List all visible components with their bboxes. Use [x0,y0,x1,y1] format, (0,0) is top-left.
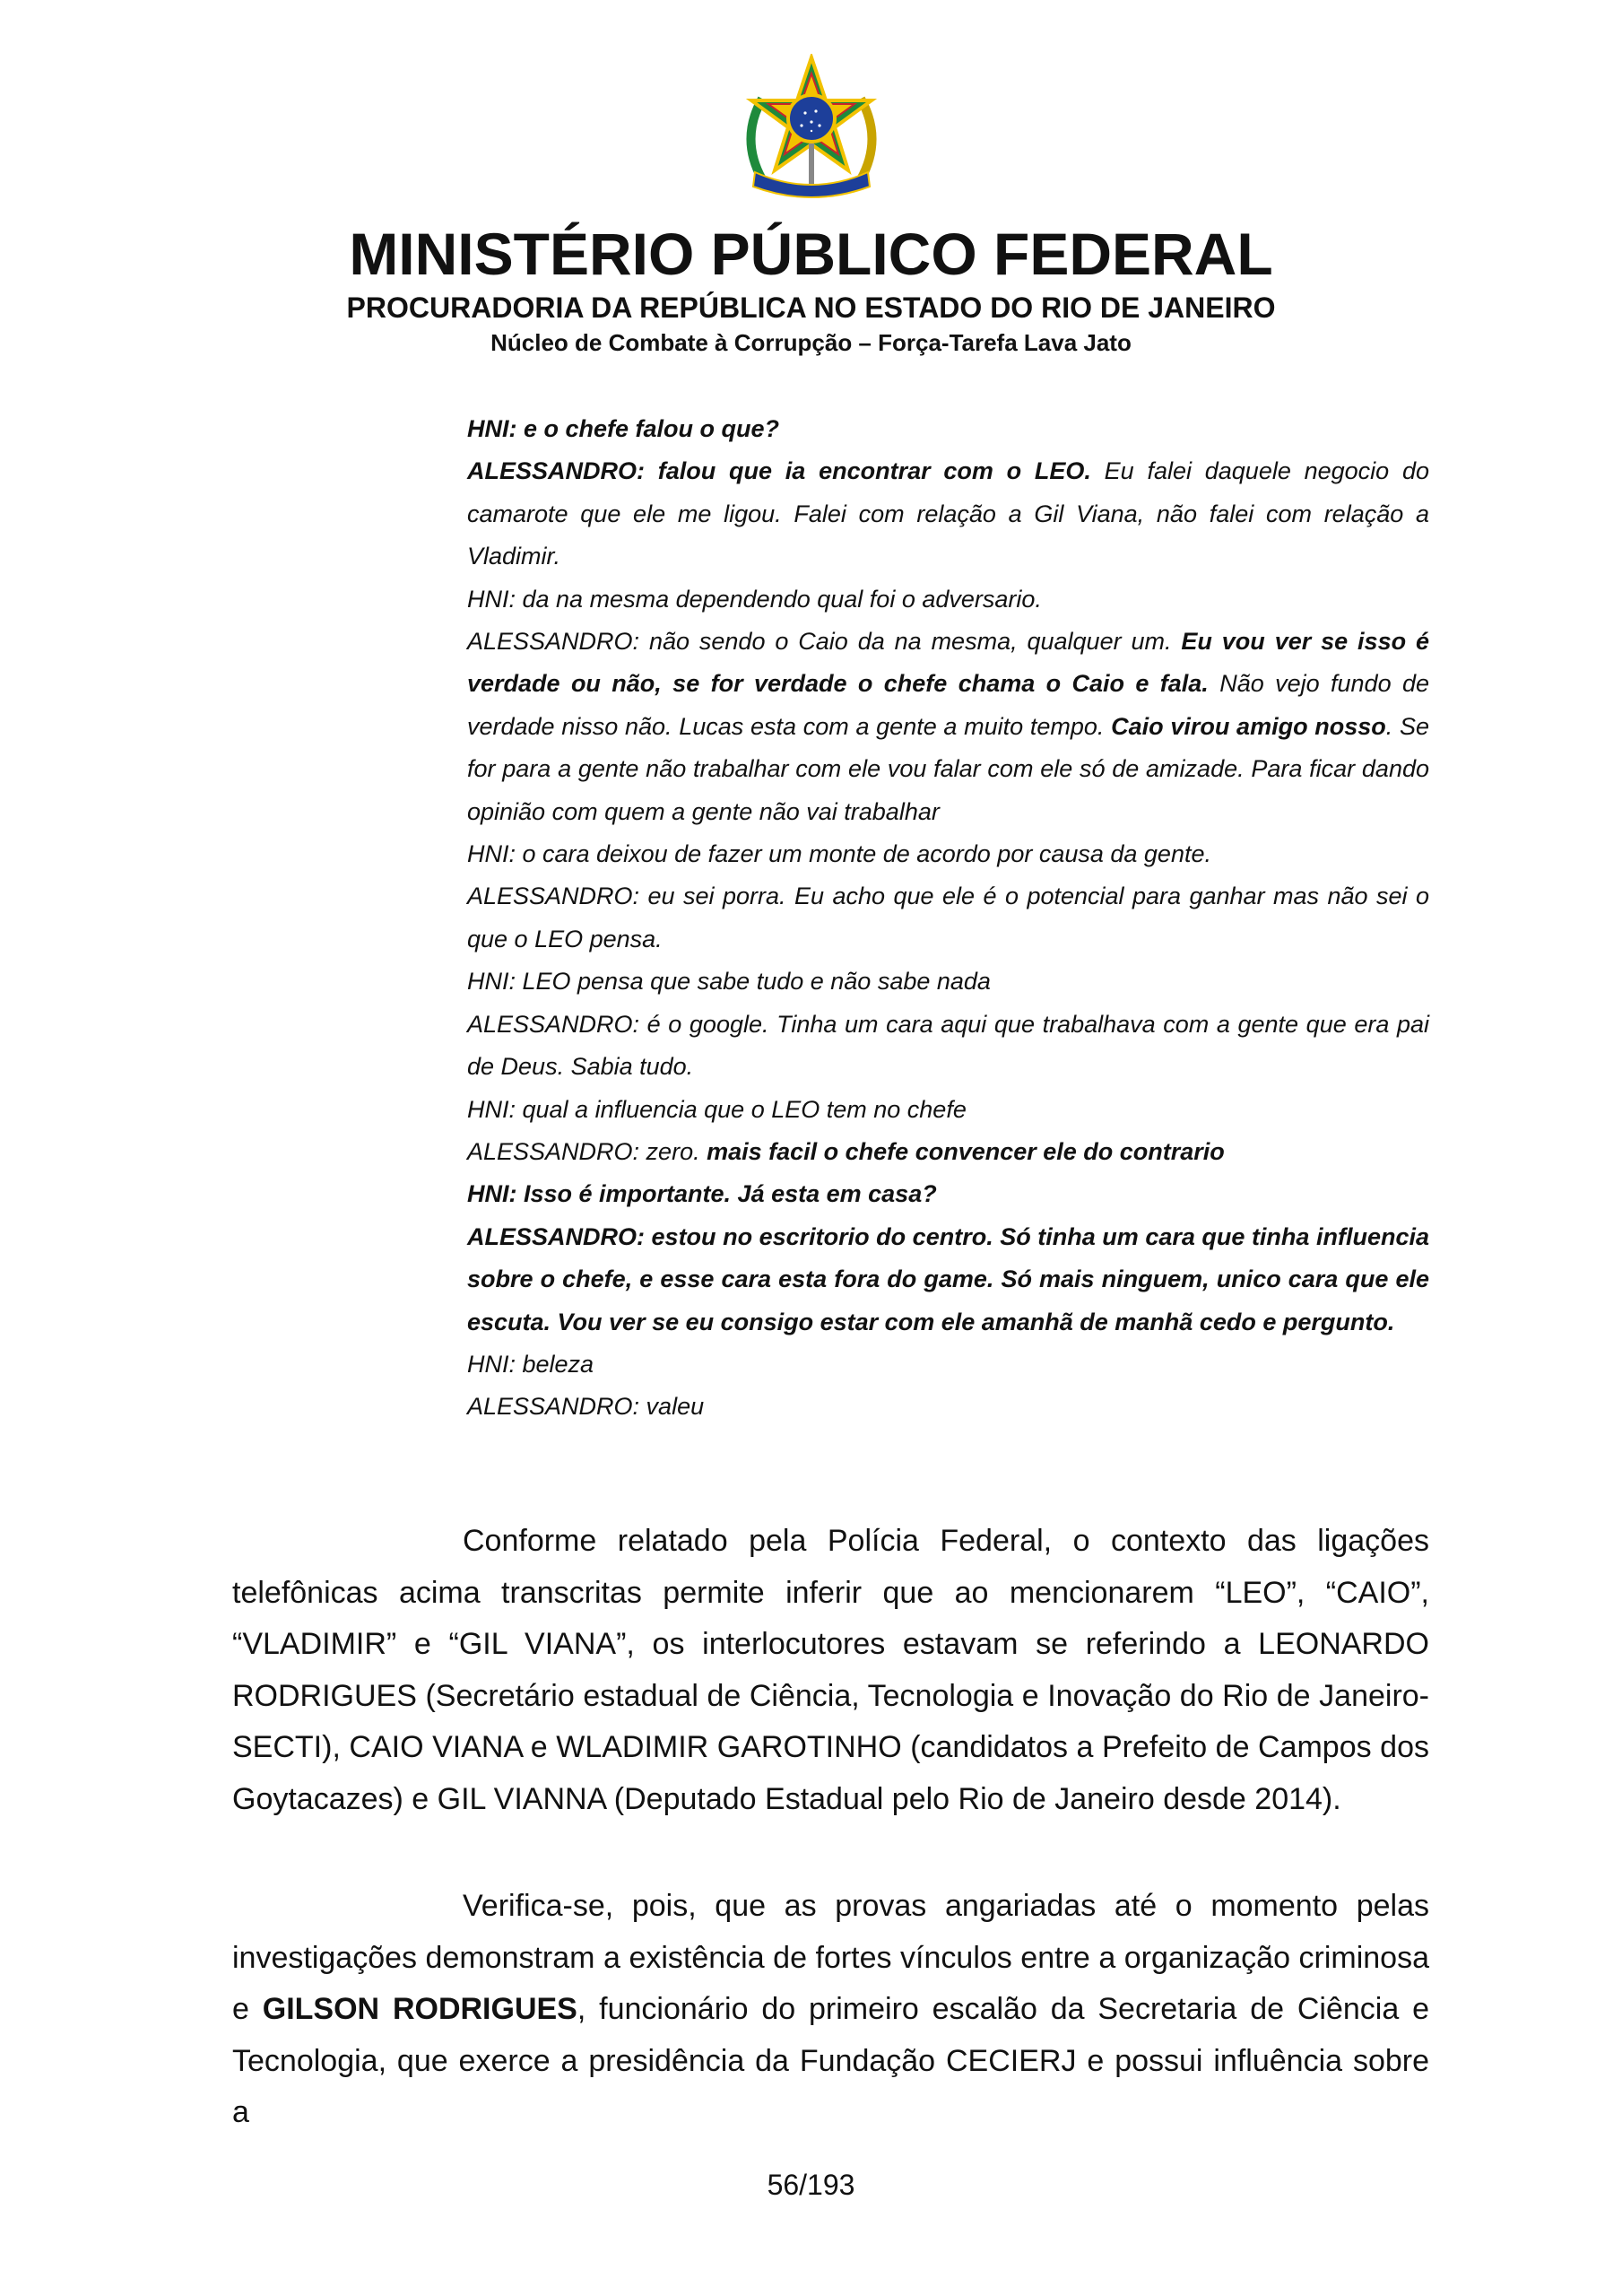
transcript-line: HNI: e o chefe falou o que? [467,415,780,442]
header-unit: Núcleo de Combate à Corrupção – Força-Tarefa Lava Jato [490,329,1132,356]
transcript-line: ALESSANDRO: valeu [467,1393,705,1421]
header-title: MINISTÉRIO PÚBLICO FEDERAL [349,221,1273,287]
wiretap-transcript [467,408,1429,1429]
page-number: 56/193 [767,2169,855,2201]
transcript-line: ALESSANDRO: falou que ia encontrar com o LEO. Eu falei daquele negocio do camarote que ele me ligou. Falei com relação a Gil Viana, não falei com relação a Vladimir. [467,457,1429,570]
transcript-line: HNI: qual a influencia que o LEO tem no chefe [467,1095,967,1123]
transcript-line: ALESSANDRO: zero. mais facil o chefe convencer ele do contrario [467,1137,1225,1165]
paragraph-text: Verifica-se, pois, que as provas angariadas até o momento pelas investigações demonstram a existência de fortes vínculos entre a organização criminosa e GILSON RODRIGUES, funcionário do primeiro escalão da Secretaria de Ciência e Tecnologia, que exerce a presidência da Fundação CECIERJ e possui influência sobre a [232,1889,1430,2129]
transcript-line: HNI: beleza [467,1350,594,1378]
body-paragraph-1 [232,1516,1429,1825]
header-subtitle: PROCURADORIA DA REPÚBLICA NO ESTADO DO RIO DE JANEIRO [346,291,1276,324]
transcript-line: ALESSANDRO: estou no escritorio do centro. Só tinha um cara que tinha influencia sobre o chefe, e esse cara esta fora do game. Só mais ninguem, unico cara que ele escuta. Vou ver se eu consigo estar com ele amanhã de manhã cedo e pergunto. [467,1222,1429,1335]
transcript-line: ALESSANDRO: não sendo o Caio da na mesma, qualquer um. Eu vou ver se isso é verdade ou não, se for verdade o chefe chama o Caio e fala. Não vejo fundo de verdade nisso não. Lucas esta com a gente a muito tempo. Caio virou amigo nosso. Se for para a gente não trabalhar com ele vou falar com ele só de amizade. Para ficar dando opinião com quem a gente não vai trabalhar [467,628,1430,825]
paragraph-text: Conforme relatado pela Polícia Federal, o contexto das ligações telefônicas acima transcritas permite inferir que ao mencionarem “LEO”, “CAIO”, “VLADIMIR” e “GIL VIANA”, os interlocutores estavam se referindo a LEONARDO RODRIGUES (Secretário estadual de Ciência, Tecnologia e Inovação do Rio de Janeiro-SECTI), CAIO VIANA e WLADIMIR GAROTINHO (candidatos a Prefeito de Campos dos Goytacazes) e GIL VIANNA (Deputado Estadual pelo Rio de Janeiro desde 2014). [232,1524,1429,1816]
transcript-line: HNI: Isso é importante. Já esta em casa? [467,1180,937,1208]
brazil-coat-of-arms-icon [735,54,888,206]
transcript-line: HNI: LEO pensa que sabe tudo e não sabe nada [467,968,991,996]
transcript-line: ALESSANDRO: é o google. Tinha um cara aqui que trabalhava com a gente que era pai de Deus. Sabia tudo. [467,1010,1429,1081]
body-paragraph-2 [232,1881,1429,2139]
document-header [0,54,1622,357]
transcript-line: HNI: da na mesma dependendo qual foi o adversario. [467,585,1042,613]
transcript-line: HNI: o cara deixou de fazer um monte de acordo por causa da gente. [467,840,1211,868]
transcript-line: ALESSANDRO: eu sei porra. Eu acho que ele é o potencial para ganhar mas não sei o que o LEO pensa. [467,883,1429,952]
